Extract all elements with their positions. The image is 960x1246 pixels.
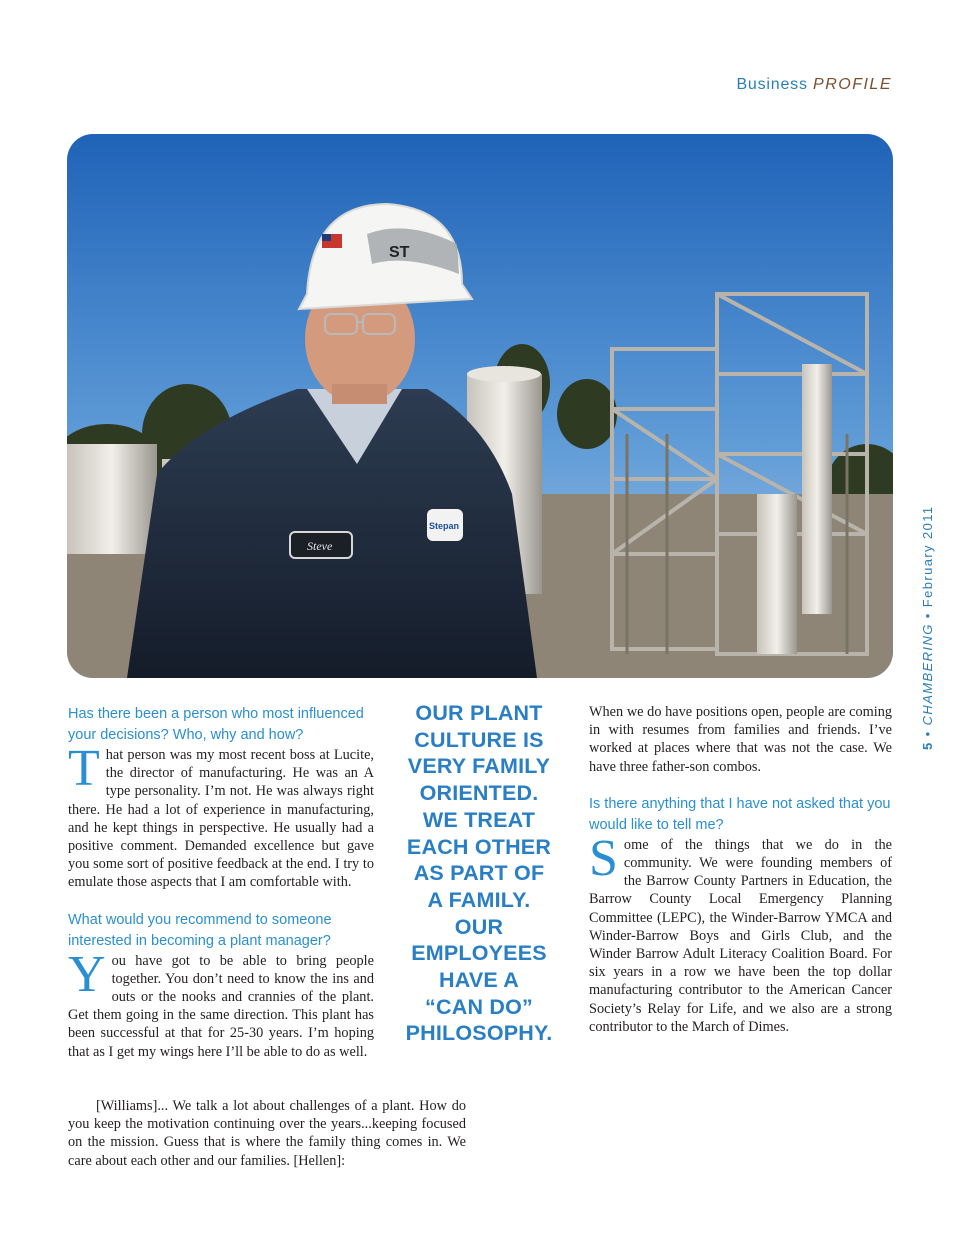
page-number: 5 xyxy=(920,741,935,750)
answer-3-text: [Williams]... We talk a lot about challenges of a plant. How do you keep the motivation continuing over the years...keeping focused on the mission. Guess that is where the family thing comes in. We care about each other and our families. [Hellen]: xyxy=(68,1098,466,1169)
folio-bullet-2: • xyxy=(920,612,935,619)
answer-1 xyxy=(68,740,374,892)
page-folio xyxy=(898,500,942,750)
magazine-name: CHAMBERING xyxy=(920,623,935,726)
badge-text: Stepan xyxy=(429,521,460,531)
pull-quote-line: EACH OTHER xyxy=(406,834,552,859)
plant-manager-photo xyxy=(67,134,893,678)
question-1: Has there been a person who most influenced your decisions? Who, why and how? xyxy=(68,706,364,743)
answer-2 xyxy=(68,945,374,1061)
pull-quote-line: AS PART OF xyxy=(413,861,545,886)
issue-date: February 2011 xyxy=(920,505,935,608)
section-label-accent: PROFILE xyxy=(813,76,892,93)
dropcap-t: T xyxy=(68,740,100,797)
section-header xyxy=(736,76,892,94)
pull-quote-line: CULTURE IS xyxy=(414,727,544,752)
folio-bullet-1: • xyxy=(920,730,935,737)
pull-quote-line: VERY FAMILY xyxy=(407,754,551,779)
pull-quote-line: HAVE A xyxy=(438,968,520,993)
section-label: Business xyxy=(736,76,808,93)
pull-quote-line: OUR PLANT xyxy=(415,701,543,725)
answer-4-text: ome of the things that we do in the community. We were founding members of the Barrow County Partners in Education, the Barrow County Local Emergency Planning Committee (LEPC), the Winder-Barrow YMCA and Winder-Barrow Boys and Girls Club, and the Winder Barrow Adult Literacy Coalition Board. For six years in a row we have been the top dollar manufacturing contributor to the American Cancer Society’s Relay for Life, and we also are a strong contributor to the March of Dimes. xyxy=(589,836,892,1035)
pull-quote-line: EMPLOYEES xyxy=(411,941,547,966)
answer-1-text: hat person was my most recent boss at Lucite, the director of manufacturing. He was an A type personality. I’m not. He was always right there. He had a lot of experience in manufacturing, and he kept things in perspective. He usually had a positive comment. Demanded excellence but gave you some sort of positive feedback at the end. I try to emulate those aspects that I am comfortable with. xyxy=(68,747,374,891)
pull-quote-line: WE TREAT xyxy=(422,807,536,832)
question-3: Is there anything that I have not asked that you would like to tell me? xyxy=(589,795,891,833)
pull-quote-line: “CAN DO” xyxy=(425,994,533,1019)
answer-2-text: ou have got to be able to bring people together. You don’t need to know the ins and outs or the nooks and crannies of the plant. Get them going in the same direction. This plant has been successful at that for 25-30 years. I’m hoping that as I get my wings here I’ll be able to do as well. xyxy=(68,952,374,1060)
pull-quote xyxy=(395,700,563,1047)
paragraph-positions: When we do have positions open, people are coming in with resumes from families and friends. I’ve worked at places where that was not the case. We have three father-son combos. xyxy=(589,704,892,775)
pull-quote-line: ORIENTED. xyxy=(419,781,539,806)
pull-quote-line: OUR xyxy=(454,914,504,939)
helmet-text: ST xyxy=(389,244,410,261)
column-left-continued xyxy=(68,1097,466,1170)
pull-quote-line: PHILOSOPHY. xyxy=(405,1021,553,1046)
pull-quote-line: A FAMILY. xyxy=(427,887,531,912)
answer-4 xyxy=(589,829,892,1036)
question-2: What would you recommend to someone interested in becoming a plant manager? xyxy=(68,911,332,949)
dropcap-s: S xyxy=(589,829,618,887)
column-right xyxy=(589,703,892,1036)
column-left xyxy=(68,704,374,1061)
dropcap-y: Y xyxy=(68,945,106,1003)
feature-photo xyxy=(67,134,893,678)
name-tag-text: Steve xyxy=(307,539,333,553)
